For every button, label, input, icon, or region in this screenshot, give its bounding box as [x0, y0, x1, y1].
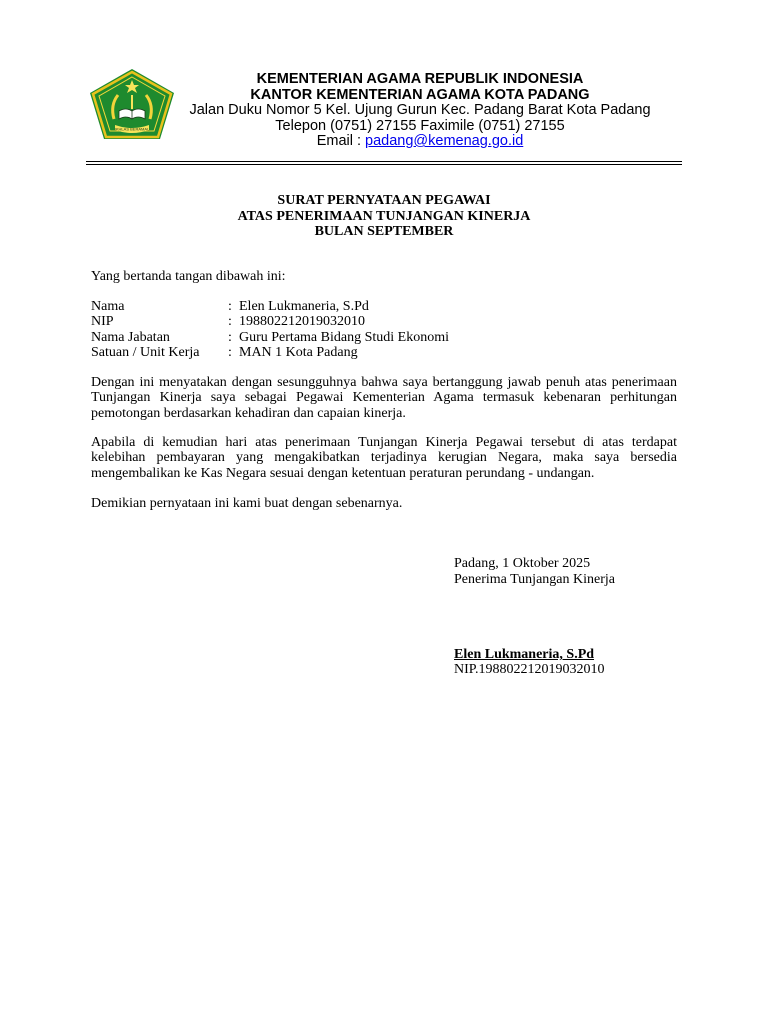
identity-label: Nama Jabatan [91, 329, 170, 345]
identity-row [91, 314, 449, 329]
office-address: Jalan Duku Nomor 5 Kel. Ujung Gurun Kec. Padang Barat Kota Padang [189, 102, 651, 118]
identity-value: 198802212019032010 [239, 314, 365, 330]
statement-paragraph-1: Dengan ini menyatakan dengan sesungguhnya bahwa saya bertanggung jawab penuh atas penerimaan Tunjangan Kinerja saya sebagai Pegawai Kementerian Agama termasuk kebenaran perhitungan pemotongan berdasarkan kehadiran dan capaian kinerja. [91, 375, 677, 421]
intro-text: Yang bertanda tangan dibawah ini: [91, 269, 286, 284]
identity-colon: : [228, 344, 232, 360]
title-line-1: SURAT PERNYATAAN PEGAWAI [277, 193, 491, 208]
logo-caption: IKHLAS BERAMAL [114, 126, 150, 132]
document-title [86, 193, 682, 240]
signatory-name-text: Elen Lukmaneria, S.Pd [454, 647, 595, 662]
signatory-name [454, 647, 594, 663]
kemenag-logo [88, 67, 176, 141]
identity-label: Nama [91, 299, 125, 314]
identity-block [91, 299, 677, 360]
signature-role: Penerima Tunjangan Kinerja [454, 572, 615, 587]
identity-row [91, 299, 449, 314]
signature-place-date: Padang, 1 Oktober 2025 [454, 556, 591, 571]
identity-table [91, 299, 449, 360]
office-email-line [176, 134, 664, 150]
identity-label: NIP [91, 314, 114, 330]
identity-label: Satuan / Unit Kerja [91, 344, 200, 360]
letterhead [176, 72, 664, 150]
identity-value: Guru Pertama Bidang Studi Ekonomi [239, 329, 449, 345]
email-link[interactable]: padang@kemenag.go.id [365, 133, 524, 149]
identity-row [91, 345, 449, 360]
email-label: Email : [316, 133, 366, 149]
letterhead-divider-thick [86, 164, 682, 165]
letterhead-divider-thin [86, 161, 682, 162]
statement-paragraph-2: Apabila di kemudian hari atas penerimaan Tunjangan Kinerja Pegawai tersebut di atas terdapat kelebihan pembayaran yang mengakibatkan terjadinya kerugian Negara, maka saya bersedia mengembalikan ke Kas Negara sesuai dengan ketentuan peraturan perundang - undangan. [91, 435, 677, 481]
identity-row [91, 330, 449, 345]
closing-paragraph: Demikian pernyataan ini kami buat dengan sebenarnya. [91, 496, 403, 511]
identity-colon: : [228, 299, 232, 314]
office-phone: Telepon (0751) 27155 Faximile (0751) 27155 [275, 117, 565, 134]
signatory-nip: NIP.198802212019032010 [454, 662, 605, 677]
identity-value: Elen Lukmaneria, S.Pd [239, 299, 369, 314]
title-line-2: ATAS PENERIMAAN TUNJANGAN KINERJA [237, 208, 531, 224]
identity-colon: : [228, 314, 232, 330]
title-line-3: BULAN SEPTEMBER [314, 224, 454, 239]
office-name: KANTOR KEMENTERIAN AGAMA KOTA PADANG [250, 86, 590, 103]
identity-value: MAN 1 Kota Padang [239, 344, 358, 360]
ministry-name: KEMENTERIAN AGAMA REPUBLIK INDONESIA [256, 71, 584, 87]
kemenag-emblem-icon [88, 67, 176, 141]
identity-colon: : [228, 329, 232, 345]
